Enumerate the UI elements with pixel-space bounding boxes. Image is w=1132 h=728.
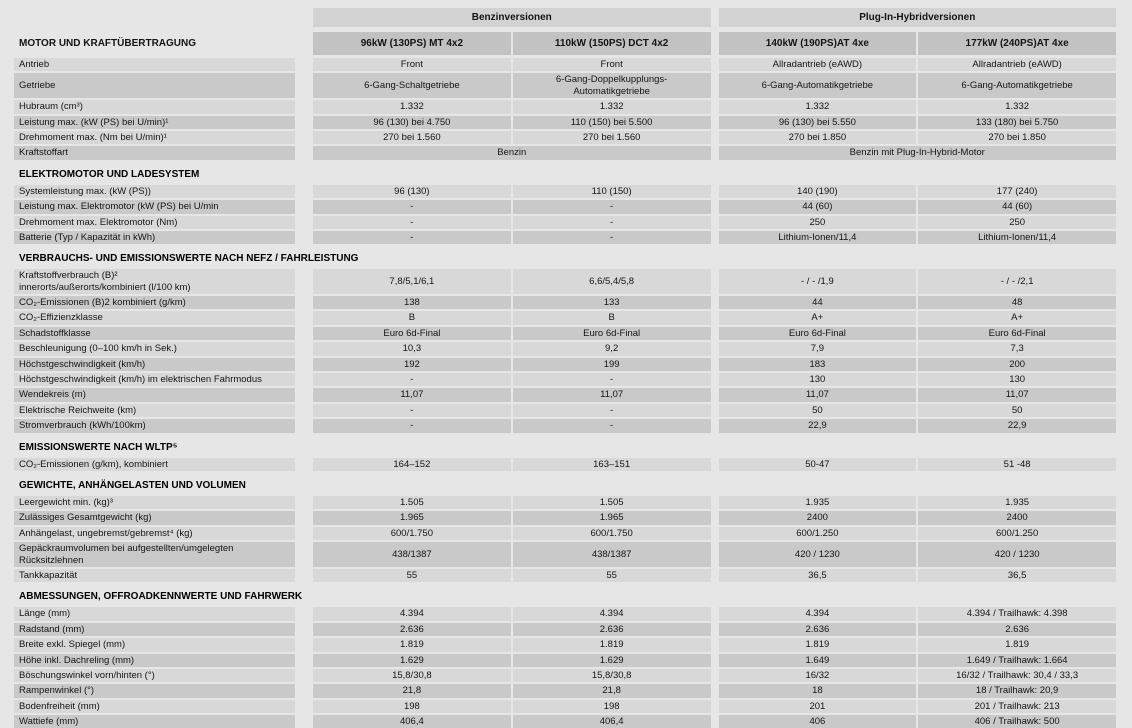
value-cell: -	[513, 216, 711, 229]
value-cell: 270 bei 1.850	[918, 131, 1116, 144]
table-row	[14, 100, 1116, 113]
value-cell: 438/1387	[313, 542, 511, 567]
value-cell: 1.332	[918, 100, 1116, 113]
value-cell: 21,8	[513, 684, 711, 697]
value-cell: 1.965	[313, 511, 511, 524]
value-cell: 406 / Trailhawk: 500	[918, 715, 1116, 728]
value-cell: 420 / 1230	[918, 542, 1116, 567]
value-cell: 7,3	[918, 342, 1116, 355]
value-cell: 7,9	[719, 342, 917, 355]
value-cell: 600/1.750	[513, 527, 711, 540]
row-label	[14, 669, 295, 682]
value-cell-span: Benzin mit Plug-In-Hybrid-Motor	[719, 146, 1117, 159]
value-cell: 96 (130) bei 4.750	[313, 116, 511, 129]
row-label	[14, 684, 295, 697]
value-cell: 2.636	[513, 623, 711, 636]
value-cell: 2400	[719, 511, 917, 524]
value-cell: 1.935	[918, 496, 1116, 509]
value-cell: 133	[513, 296, 711, 309]
row-label-line: Drehmoment max. (Nm bei U/min)¹	[19, 131, 167, 143]
row-label	[14, 185, 295, 198]
value-cell: 1.505	[313, 496, 511, 509]
value-cell: 15,8/30,8	[313, 669, 511, 682]
section-title: ABMESSUNGEN, OFFROADKENNWERTE UND FAHRWERK	[19, 591, 303, 603]
row-label	[14, 419, 295, 432]
value-cell: 138	[313, 296, 511, 309]
value-cell: 1.505	[513, 496, 711, 509]
table-row	[14, 185, 1116, 198]
value-cell: Euro 6d-Final	[313, 327, 511, 340]
value-cell: 6-Gang-Schaltgetriebe	[313, 73, 511, 98]
value-cell: 1.332	[513, 100, 711, 113]
row-label-line: Kraftstoffverbrauch (B)²	[19, 270, 118, 282]
value-cell: -	[513, 373, 711, 386]
row-label-line: Gepäckraumvolumen bei aufgestellten/umgelegten	[19, 543, 234, 555]
section-title: ELEKTROMOTOR UND LADESYSTEM	[19, 168, 200, 180]
row-label-line: Breite exkl. Spiegel (mm)	[19, 639, 126, 651]
row-label	[14, 327, 295, 340]
value-cell: 1.819	[513, 638, 711, 651]
value-cell: -	[313, 216, 511, 229]
value-cell: 420 / 1230	[719, 542, 917, 567]
row-label-line: Rücksitzlehnen	[19, 554, 84, 566]
column-group-band-row	[14, 8, 1116, 27]
value-cell: 50-47	[719, 458, 917, 471]
value-cell: 2.636	[313, 623, 511, 636]
value-cell: 1.629	[313, 654, 511, 667]
row-label	[14, 146, 295, 159]
table-row	[14, 623, 1116, 636]
value-cell: 2.636	[719, 623, 917, 636]
row-label-line: Höhe inkl. Dachreling (mm)	[19, 654, 135, 666]
row-label-line: Wattiefe (mm)	[19, 716, 79, 728]
row-label-line: Systemleistung max. (kW (PS))	[19, 185, 151, 197]
table-row	[14, 404, 1116, 417]
value-cell: 192	[313, 358, 511, 371]
value-cell: B	[513, 311, 711, 324]
row-label	[14, 131, 295, 144]
table-row	[14, 327, 1116, 340]
value-cell: 600/1.750	[313, 527, 511, 540]
row-label	[14, 388, 295, 401]
table-row	[14, 388, 1116, 401]
row-label-line: Höchstgeschwindigkeit (km/h)	[19, 358, 146, 370]
row-label-line: Getriebe	[19, 80, 56, 92]
row-label	[14, 458, 295, 471]
row-label-line: Rampenwinkel (°)	[19, 685, 95, 697]
section-title: MOTOR UND KRAFTÜBERTRAGUNG	[19, 37, 197, 49]
row-label	[14, 404, 295, 417]
row-label-line: Bodenfreiheit (mm)	[19, 700, 100, 712]
value-cell: 4.394	[719, 607, 917, 620]
spec-table	[14, 8, 1116, 728]
value-cell: Euro 6d-Final	[918, 327, 1116, 340]
value-cell: 198	[513, 700, 711, 713]
row-label-line: Böschungswinkel vorn/hinten (°)	[19, 669, 155, 681]
value-cell: 1.935	[719, 496, 917, 509]
row-label-line: Wendekreis (m)	[19, 389, 86, 401]
row-label	[14, 358, 295, 371]
table-row	[14, 131, 1116, 144]
table-row	[14, 669, 1116, 682]
value-cell: 16/32	[719, 669, 917, 682]
row-label	[14, 73, 295, 98]
value-cell: A+	[918, 311, 1116, 324]
value-cell: 1.629	[513, 654, 711, 667]
row-label	[14, 654, 295, 667]
value-cell: 6-Gang-Automatikgetriebe	[918, 73, 1116, 98]
value-cell: Allradantrieb (eAWD)	[918, 58, 1116, 71]
value-cell: 198	[313, 700, 511, 713]
table-row	[14, 458, 1116, 471]
table-row	[14, 296, 1116, 309]
value-cell: 15,8/30,8	[513, 669, 711, 682]
row-label-line: Stromverbrauch (kWh/100km)	[19, 420, 146, 432]
row-label	[14, 623, 295, 636]
value-cell: 200	[918, 358, 1116, 371]
value-cell: 18 / Trailhawk: 20,9	[918, 684, 1116, 697]
value-cell: 1.819	[313, 638, 511, 651]
value-cell: 130	[918, 373, 1116, 386]
row-label	[14, 527, 295, 540]
value-cell: Front	[513, 58, 711, 71]
value-cell: 110 (150)	[513, 185, 711, 198]
row-label-line: CO₂-Effizienzklasse	[19, 312, 103, 324]
table-row	[14, 419, 1116, 432]
value-cell: 10,3	[313, 342, 511, 355]
row-label-line: Kraftstoffart	[19, 147, 68, 159]
value-cell: 1.649 / Trailhawk: 1.664	[918, 654, 1116, 667]
value-cell: 51 -48	[918, 458, 1116, 471]
value-cell: 4.394	[313, 607, 511, 620]
column-group-benzin: Benzinversionen	[313, 8, 711, 27]
value-cell: 50	[918, 404, 1116, 417]
table-row	[14, 607, 1116, 620]
column-header-row	[14, 32, 1116, 55]
value-cell: 36,5	[719, 569, 917, 582]
row-label	[14, 373, 295, 386]
row-label-line: Beschleunigung (0–100 km/h in Sek.)	[19, 343, 177, 355]
row-label-line: Leergewicht min. (kg)³	[19, 496, 113, 508]
value-cell: 2.636	[918, 623, 1116, 636]
table-row	[14, 542, 1116, 567]
value-cell: 6-Gang-Doppelkupplungs-Automatikgetriebe	[513, 73, 711, 98]
value-cell: 201 / Trailhawk: 213	[918, 700, 1116, 713]
value-cell: A+	[719, 311, 917, 324]
value-cell: -	[513, 231, 711, 244]
row-label-line: Höchstgeschwindigkeit (km/h) im elektrischen Fahrmodus	[19, 374, 262, 386]
value-cell: 21,8	[313, 684, 511, 697]
value-cell: -	[313, 419, 511, 432]
table-row	[14, 700, 1116, 713]
row-label-line: innerorts/außerorts/kombiniert (l/100 km)	[19, 281, 191, 293]
value-cell: 96 (130) bei 5.550	[719, 116, 917, 129]
value-cell: -	[513, 419, 711, 432]
value-cell: 600/1.250	[719, 527, 917, 540]
row-label	[14, 231, 295, 244]
row-label-line: Leistung max. Elektromotor (kW (PS) bei U/min	[19, 201, 219, 213]
table-row	[14, 58, 1116, 71]
value-cell: 199	[513, 358, 711, 371]
row-label-line: CO₂-Emissionen (g/km), kombiniert	[19, 458, 168, 470]
table-row	[14, 342, 1116, 355]
table-row	[14, 684, 1116, 697]
row-label-line: Zulässiges Gesamtgewicht (kg)	[19, 512, 152, 524]
value-cell: 183	[719, 358, 917, 371]
table-row	[14, 715, 1116, 728]
value-cell: 7,8/5,1/6,1	[313, 269, 511, 294]
table-row	[14, 231, 1116, 244]
value-cell: 50	[719, 404, 917, 417]
value-cell: 250	[918, 216, 1116, 229]
value-cell: -	[513, 200, 711, 213]
value-cell: Euro 6d-Final	[719, 327, 917, 340]
row-label	[14, 700, 295, 713]
value-cell: 22,9	[918, 419, 1116, 432]
value-cell: 140 (190)	[719, 185, 917, 198]
row-label-line: CO₂-Emissionen (B)2 kombiniert (g/km)	[19, 297, 186, 309]
value-cell: Lithium-Ionen/11,4	[719, 231, 917, 244]
column-header: 140kW (190PS)AT 4xe	[719, 32, 917, 55]
value-cell: -	[313, 373, 511, 386]
value-cell: 438/1387	[513, 542, 711, 567]
value-cell: 201	[719, 700, 917, 713]
value-cell: 270 bei 1.560	[513, 131, 711, 144]
value-cell: 270 bei 1.850	[719, 131, 917, 144]
group-band-spacer	[14, 8, 295, 27]
table-row	[14, 373, 1116, 386]
table-row	[14, 269, 1116, 294]
value-cell: -	[313, 200, 511, 213]
row-label	[14, 511, 295, 524]
value-cell: 16/32 / Trailhawk: 30,4 / 33,3	[918, 669, 1116, 682]
value-cell: 11,07	[313, 388, 511, 401]
row-label	[14, 100, 295, 113]
value-cell: 6,6/5,4/5,8	[513, 269, 711, 294]
table-row	[14, 654, 1116, 667]
value-cell: 177 (240)	[918, 185, 1116, 198]
value-cell: 44 (60)	[719, 200, 917, 213]
value-cell: 270 bei 1.560	[313, 131, 511, 144]
row-label-line: Batterie (Typ / Kapazität in kWh)	[19, 231, 156, 243]
table-row	[14, 311, 1116, 324]
value-cell: 406,4	[513, 715, 711, 728]
value-cell: -	[513, 404, 711, 417]
value-cell: 1.819	[719, 638, 917, 651]
value-cell: 55	[313, 569, 511, 582]
row-label	[14, 542, 295, 567]
section-title: EMISSIONSWERTE NACH WLTP⁵	[19, 441, 178, 453]
table-row	[14, 146, 1116, 159]
value-cell-span: Benzin	[313, 146, 711, 159]
value-cell: 1.649	[719, 654, 917, 667]
column-group-phev: Plug-In-Hybridversionen	[719, 8, 1117, 27]
value-cell: 11,07	[918, 388, 1116, 401]
table-row	[14, 73, 1116, 98]
row-label	[14, 116, 295, 129]
table-row	[14, 569, 1116, 582]
row-label	[14, 607, 295, 620]
row-label-line: Leistung max. (kW (PS) bei U/min)¹	[19, 116, 169, 128]
value-cell: 44 (60)	[918, 200, 1116, 213]
column-header: 177kW (240PS)AT 4xe	[918, 32, 1116, 55]
row-label	[14, 496, 295, 509]
value-cell: 163–151	[513, 458, 711, 471]
value-cell: 18	[719, 684, 917, 697]
table-row	[14, 116, 1116, 129]
value-cell: B	[313, 311, 511, 324]
table-row	[14, 496, 1116, 509]
value-cell: 44	[719, 296, 917, 309]
value-cell: 22,9	[719, 419, 917, 432]
value-cell: 1.332	[719, 100, 917, 113]
value-cell: - / - /2,1	[918, 269, 1116, 294]
row-label-line: Elektrische Reichweite (km)	[19, 404, 137, 416]
value-cell: 2400	[918, 511, 1116, 524]
value-cell: 250	[719, 216, 917, 229]
table-row	[14, 358, 1116, 371]
section-title: VERBRAUCHS- UND EMISSIONSWERTE NACH NEFZ / FAHRLEISTUNG	[19, 253, 359, 265]
column-header: 110kW (150PS) DCT 4x2	[513, 32, 711, 55]
row-label	[14, 200, 295, 213]
value-cell: 1.965	[513, 511, 711, 524]
row-label-line: Hubraum (cm³)	[19, 101, 83, 113]
value-cell: 4.394	[513, 607, 711, 620]
row-label	[14, 311, 295, 324]
row-label-line: Länge (mm)	[19, 608, 71, 620]
value-cell: 1.332	[313, 100, 511, 113]
value-cell: Lithium-Ionen/11,4	[918, 231, 1116, 244]
value-cell: -	[313, 231, 511, 244]
table-row	[14, 638, 1116, 651]
row-label	[14, 216, 295, 229]
table-row	[14, 527, 1116, 540]
value-cell: 48	[918, 296, 1116, 309]
table-row	[14, 216, 1116, 229]
row-label	[14, 296, 295, 309]
value-cell: 1.819	[918, 638, 1116, 651]
value-cell: 110 (150) bei 5.500	[513, 116, 711, 129]
row-label-line: Radstand (mm)	[19, 623, 85, 635]
row-label	[14, 638, 295, 651]
column-header: 96kW (130PS) MT 4x2	[313, 32, 511, 55]
row-label-line: Anhängelast, ungebremst/gebremst⁴ (kg)	[19, 527, 193, 539]
row-label	[14, 569, 295, 582]
value-cell: 130	[719, 373, 917, 386]
table-row	[14, 511, 1116, 524]
value-cell: 4.394 / Trailhawk: 4.398	[918, 607, 1116, 620]
value-cell: -	[313, 404, 511, 417]
value-cell: 600/1.250	[918, 527, 1116, 540]
value-cell: 96 (130)	[313, 185, 511, 198]
value-cell: 6-Gang-Automatikgetriebe	[719, 73, 917, 98]
row-label-line: Schadstoffklasse	[19, 327, 91, 339]
value-cell: 9,2	[513, 342, 711, 355]
value-cell: 11,07	[513, 388, 711, 401]
value-cell: 164–152	[313, 458, 511, 471]
section-title: GEWICHTE, ANHÄNGELASTEN UND VOLUMEN	[19, 479, 246, 491]
value-cell: 406,4	[313, 715, 511, 728]
row-label-line: Tankkapazität	[19, 569, 78, 581]
value-cell: 36,5	[918, 569, 1116, 582]
table-row	[14, 200, 1116, 213]
value-cell: - / - /1,9	[719, 269, 917, 294]
value-cell: 55	[513, 569, 711, 582]
row-label-line: Antrieb	[19, 59, 50, 70]
row-label	[14, 342, 295, 355]
row-label	[14, 269, 295, 294]
row-label	[14, 58, 295, 71]
value-cell: 11,07	[719, 388, 917, 401]
value-cell: Front	[313, 58, 511, 71]
value-cell: Allradantrieb (eAWD)	[719, 58, 917, 71]
row-label	[14, 715, 295, 728]
row-label-line: Drehmoment max. Elektromotor (Nm)	[19, 216, 178, 228]
value-cell: Euro 6d-Final	[513, 327, 711, 340]
value-cell: 406	[719, 715, 917, 728]
value-cell: 133 (180) bei 5.750	[918, 116, 1116, 129]
